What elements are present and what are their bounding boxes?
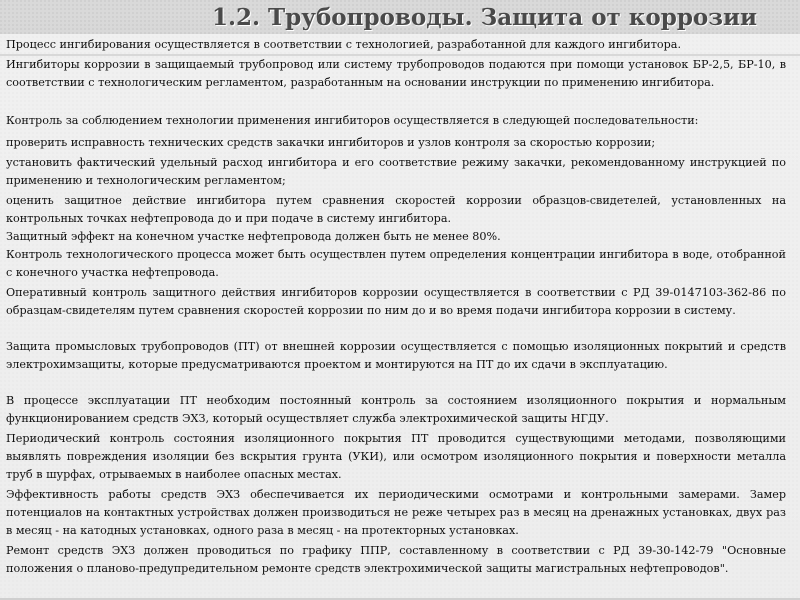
paragraph: Контроль за соблюдением технологии применения ингибиторов осуществляется в следующей последовательности: bbox=[6, 114, 699, 127]
list-item: оценить защитное действие ингибитора путем сравнения скоростей коррозии образцов-свидетелей, установленных на контрольных точках нефтепровода до и при подаче в систему ингибитора. bbox=[6, 194, 786, 225]
paragraph: Контроль технологического процесса может быть осуществлен путем определения концентрации ингибитора в воде, отобранной с конечного участка нефтепровода. bbox=[6, 248, 786, 279]
slide-title: 1.2. Трубопроводы. Защита от коррозии bbox=[212, 4, 758, 31]
list-item: установить фактический удельный расход ингибитора и его соответствие режиму закачки, рекомендованному инструкцией по применению и технологическим регламентом; bbox=[6, 156, 786, 187]
paragraph: Процесс ингибирования осуществляется в соответствии с технологией, разработанной для каждого ингибитора. bbox=[6, 38, 682, 51]
paragraph: Защита промысловых трубопроводов (ПТ) от внешней коррозии осуществляется с помощью изоляционных покрытий и средств электрохимзащиты, которые предусматриваются проектом и монтируются на ПТ до их сдачи в эксплуатацию. bbox=[6, 340, 786, 371]
list-item: проверить исправность технических средств закачки ингибиторов и узлов контроля за скоростью коррозии; bbox=[6, 136, 656, 149]
slide-content bbox=[0, 34, 800, 600]
paragraph: Ремонт средств ЭХЗ должен проводиться по графику ППР, составленному в соответствии с РД 39-30-142-79 "Основные положения о планово-предупредительном ремонте средств электрохимической защиты магистральных нефтепроводов". bbox=[6, 544, 786, 575]
paragraph: Ингибиторы коррозии в защищаемый трубопровод или систему трубопроводов подаются при помощи установок БР-2,5, БР-10, в соответствии с технологическим регламентом, разработанным на основании инструкции по применению ингибитора. bbox=[6, 58, 786, 89]
paragraph: Периодический контроль состояния изоляционного покрытия ПТ проводится существующими методами, позволяющими выявлять повреждения изоляции без вскрытия грунта (УКИ), или осмотром изоляционного покрытия и поверхности металла труб в шурфах, отрываемых в наиболее опасных местах. bbox=[6, 432, 786, 481]
paragraph: Защитный эффект на конечном участке нефтепровода должен быть не менее 80%. bbox=[6, 230, 501, 243]
paragraph: Оперативный контроль защитного действия ингибиторов коррозии осуществляется в соответствии с РД 39-0147103-362-86 по образцам-свидетелям путем сравнения скоростей коррозии по ним до и во время подачи ингибитора коррозии в систему. bbox=[6, 286, 786, 317]
paragraph: Эффективность работы средств ЭХЗ обеспечивается их периодическими осмотрами и контрольными замерами. Замер потенциалов на контактных устройствах должен производиться не реже четырех раз в месяц на дренажных установках, двух раз в месяц - на катодных установках, одного раза в месяц - на протекторных установках. bbox=[6, 488, 786, 537]
paragraph: В процессе эксплуатации ПТ необходим постоянный контроль за состоянием изоляционного покрытия и нормальным функционированием средств ЭХЗ, который осуществляет служба электрохимической защиты НГДУ. bbox=[6, 394, 786, 425]
